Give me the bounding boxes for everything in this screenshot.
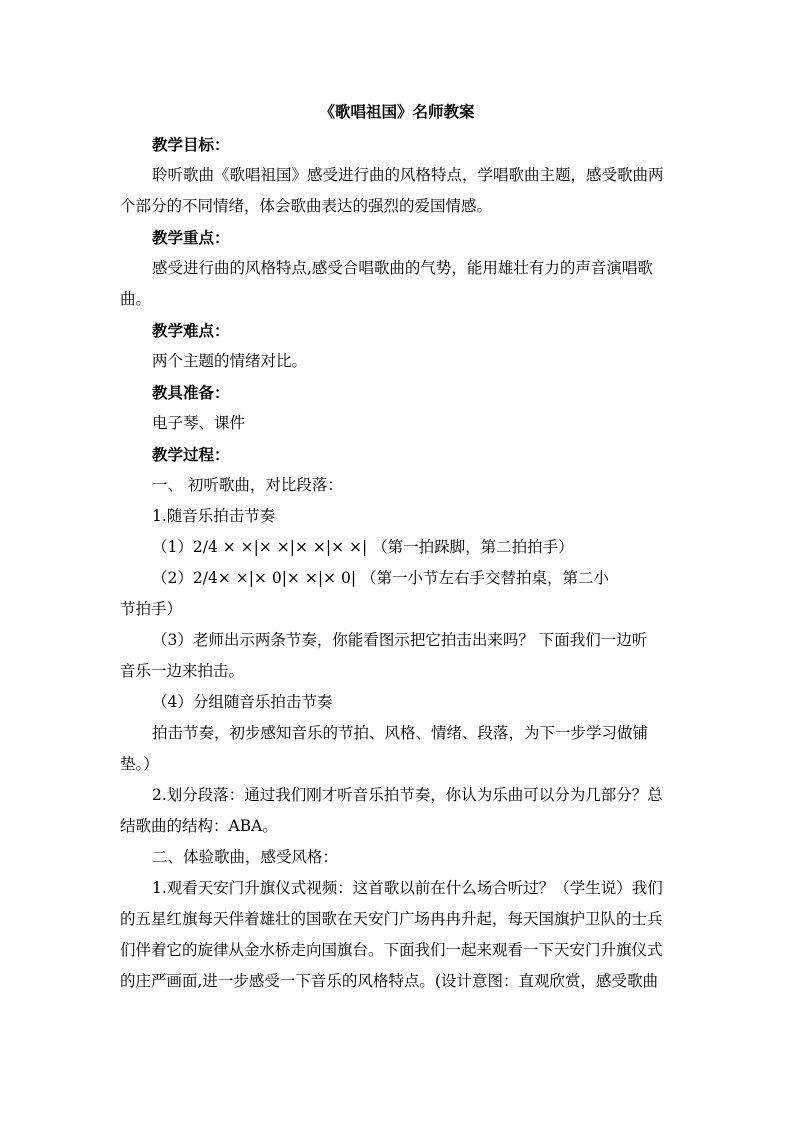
doc-title: 《歌唱祖国》名师教案 (319, 102, 475, 121)
paragraph-line: 垫。） (120, 755, 159, 773)
section-heading: 一、 初听歌曲，对比段落： (152, 476, 343, 494)
paragraph-line: 的庄严画面,进一步感受一下音乐的风格特点。(设计意图：直观欣赏，感受歌曲 (120, 972, 658, 990)
step-heading: 1.随音乐拍击节奏 (152, 507, 276, 525)
paragraph-line: 的五星红旗每天伴着雄壮的国歌在天安门广场冉冉升起，每天国旗护卫队的士兵 (120, 910, 663, 928)
heading-difficulties: 教学难点： (152, 321, 230, 340)
paragraph-line: 个部分的不同情绪，体会歌曲表达的强烈的爱国情感。 (120, 197, 493, 215)
section-heading: 二、体验歌曲，感受风格： (152, 848, 339, 866)
paragraph-line: 结歌曲的结构：ABA。 (120, 817, 278, 835)
paragraph-line: 1.观看天安门升旗仪式视频：这首歌以前在什么场合听过？（学生说）我们 (152, 879, 663, 897)
paragraph-line: 音乐一边来拍击。 (120, 662, 245, 680)
paragraph-line: 感受进行曲的风格特点,感受合唱歌曲的气势，能用雄壮有力的声音演唱歌 (152, 259, 653, 277)
paragraph-line: 电子琴、课件 (152, 414, 246, 432)
paragraph-line: 节拍手） (120, 600, 183, 618)
paragraph-line: （3）老师出示两条节奏，你能看图示把它拍击出来吗？ 下面我们一边听 (152, 631, 648, 649)
paragraph-line: 2.划分段落：通过我们刚才听音乐拍节奏，你认为乐曲可以分为几部分？总 (152, 786, 663, 804)
paragraph-line: 拍击节奏，初步感知音乐的节拍、风格、情绪、段落，为下一步学习做铺 (152, 724, 649, 742)
heading-objectives: 教学目标： (152, 135, 230, 154)
heading-process: 教学过程： (152, 445, 230, 464)
rhythm-line: （2）2/4× ×|× 0|× ×|× 0| （第一小节左右手交替拍桌，第二小 (152, 569, 609, 587)
rhythm-line: （1）2/4 × ×|× ×|× ×|× ×| （第一拍跺脚，第二拍拍手） (152, 538, 574, 556)
paragraph-line: 两个主题的情绪对比。 (152, 352, 308, 370)
paragraph-line: 们伴着它的旋律从金水桥走向国旗台。下面我们一起来观看一下天安门升旗仪式 (120, 941, 663, 959)
paragraph-line: 聆听歌曲《歌唱祖国》感受进行曲的风格特点，学唱歌曲主题，感受歌曲两 (152, 166, 664, 184)
heading-key-points: 教学重点： (152, 228, 230, 247)
paragraph-line: 曲。 (120, 290, 152, 308)
heading-materials: 教具准备： (152, 383, 230, 402)
paragraph-line: （4）分组随音乐拍击节奏 (152, 693, 333, 711)
